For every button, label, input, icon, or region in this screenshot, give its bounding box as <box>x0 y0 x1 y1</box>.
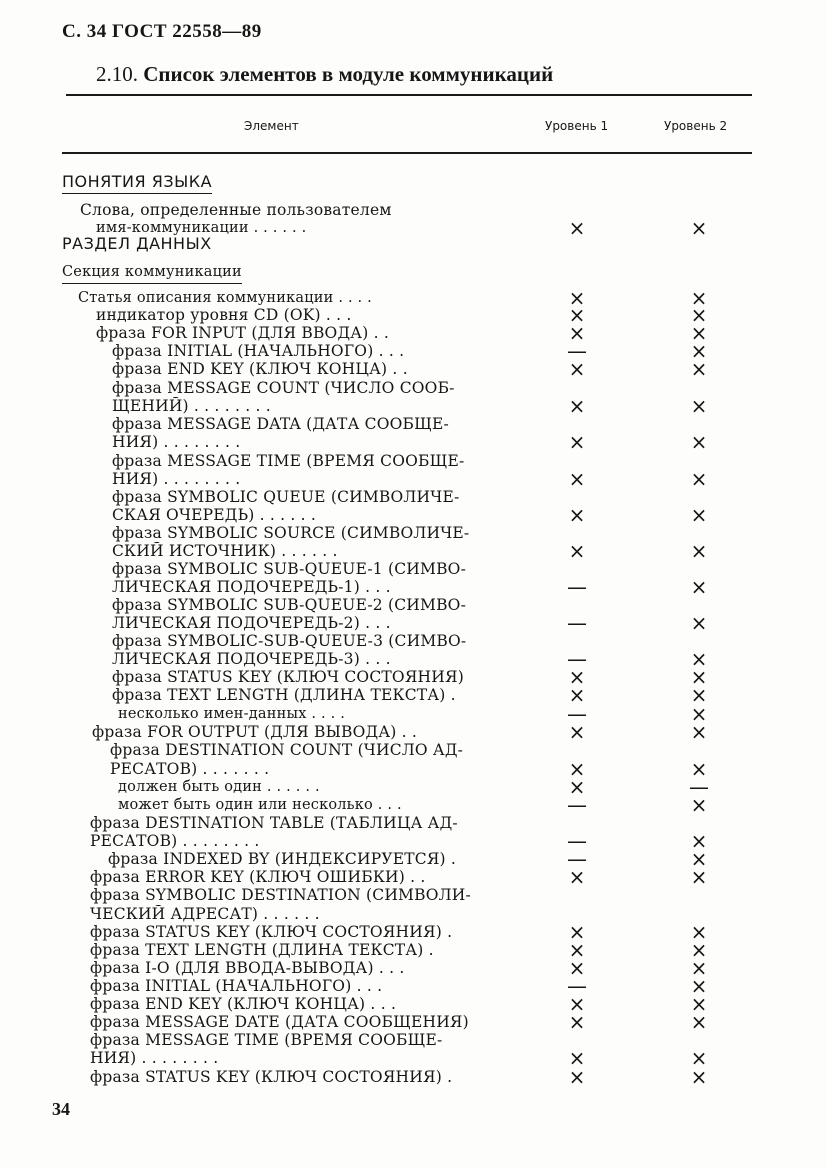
table-row <box>0 263 827 281</box>
level-1-mark: × <box>568 683 586 707</box>
column-header-element: Элемент <box>244 119 299 133</box>
table-row <box>0 467 827 491</box>
row-element-text: фраза STATUS KEY (КЛЮЧ СОСТОЯНИЯ) . <box>90 1068 453 1086</box>
row-element-text: фраза SYMBOLIC SOURCE (СИМВОЛИЧЕ- <box>112 524 470 542</box>
row-element-text: НИЯ) . . . . . . . . <box>112 470 241 488</box>
row-element-text: фраза MESSAGE TIME (ВРЕМЯ СООБЩЕ- <box>112 452 465 470</box>
row-element-text: фраза TEXT LENGTH (ДЛИНА ТЕКСТА) . <box>90 941 434 959</box>
table-row <box>0 430 827 454</box>
level-1-mark: — <box>567 702 587 726</box>
row-element-text: фраза MESSAGE DATA (ДАТА СООБЩЕ- <box>112 415 449 433</box>
level-2-mark: × <box>690 757 708 781</box>
row-element-text: фраза MESSAGE DATE (ДАТА СООБЩЕНИЯ) <box>90 1013 469 1031</box>
level-1-mark: × <box>568 303 586 327</box>
row-element-text: Статья описания коммуникации . . . . <box>78 290 372 306</box>
row-element-text: РЕСАТОВ) . . . . . . . . <box>90 832 260 850</box>
level-2-mark: × <box>690 1046 708 1070</box>
table-row <box>0 539 827 563</box>
level-2-mark: × <box>690 430 708 454</box>
section-number: 2.10. <box>96 62 138 86</box>
level-2-mark: × <box>690 956 708 980</box>
level-1-mark <box>566 263 588 281</box>
row-element-text: НИЯ) . . . . . . . . <box>90 1049 219 1067</box>
table-row <box>0 503 827 527</box>
level-2-mark: × <box>690 683 708 707</box>
row-element-text: фраза TEXT LENGTH (ДЛИНА ТЕКСТА) . <box>112 686 456 704</box>
level-1-mark: — <box>567 611 587 635</box>
level-1-mark: × <box>568 321 586 345</box>
table-row <box>0 394 827 418</box>
level-1-mark: × <box>568 775 586 799</box>
row-element-text: СКАЯ ОЧЕРЕДЬ) . . . . . . <box>112 506 317 524</box>
row-element-text: фраза STATUS KEY (КЛЮЧ СОСТОЯНИЯ) <box>112 668 464 686</box>
level-1-mark: × <box>568 539 586 563</box>
section-heading <box>96 64 553 85</box>
table-row <box>0 173 827 191</box>
level-2-mark <box>688 886 710 904</box>
table-row <box>0 235 827 253</box>
row-element-text: НИЯ) . . . . . . . . <box>112 433 241 451</box>
row-element-text: фраза SYMBOLIC-SUB-QUEUE-3 (СИМВО- <box>112 632 467 650</box>
level-1-mark <box>566 173 588 191</box>
level-2-mark: × <box>690 611 708 635</box>
row-element-text: фраза SYMBOLIC DESTINATION (СИМВОЛИ- <box>90 886 471 904</box>
level-1-mark: × <box>568 503 586 527</box>
level-2-mark <box>688 173 710 191</box>
row-element-text: фраза DESTINATION TABLE (ТАБЛИЦА АД- <box>90 814 458 832</box>
level-2-mark: × <box>690 974 708 998</box>
row-element-text: фраза INITIAL (НАЧАЛЬНОГО) . . . <box>90 977 383 995</box>
level-1-mark: × <box>568 430 586 454</box>
level-1-mark: — <box>567 647 587 671</box>
column-header-level-1: Уровень 1 <box>545 119 609 133</box>
level-2-mark: × <box>690 321 708 345</box>
row-element-text: фраза ERROR KEY (КЛЮЧ ОШИБКИ) . . <box>90 868 426 886</box>
row-element-text: ЛИЧЕСКАЯ ПОДОЧЕРЕДЬ-2) . . . <box>112 614 391 632</box>
level-2-mark: × <box>690 920 708 944</box>
level-1-mark: × <box>568 1065 586 1089</box>
row-element-text: фраза INITIAL (НАЧАЛЬНОГО) . . . <box>112 342 405 360</box>
page-number: 34 <box>52 1099 70 1119</box>
row-element-text: Слова, определенные пользователем <box>80 201 392 219</box>
row-element-text: несколько имен-данных . . . . <box>118 706 346 722</box>
row-element-text: фраза END KEY (КЛЮЧ КОНЦА) . . <box>112 360 408 378</box>
level-1-mark: × <box>568 286 586 310</box>
level-1-mark: × <box>568 357 586 381</box>
level-2-mark <box>688 235 710 253</box>
running-head: С. 34 ГОСТ 22558—89 <box>62 21 262 42</box>
level-2-mark: × <box>690 1010 708 1034</box>
level-2-mark: × <box>690 702 708 726</box>
row-element-text: фраза STATUS KEY (КЛЮЧ СОСТОЯНИЯ) . <box>90 923 453 941</box>
row-element-text: фраза SYMBOLIC SUB-QUEUE-2 (СИМВО- <box>112 596 467 614</box>
row-element-text: фраза FOR INPUT (ДЛЯ ВВОДА) . . <box>96 324 389 342</box>
level-2-mark: × <box>690 1065 708 1089</box>
level-2-mark: × <box>690 665 708 689</box>
row-element-text: фраза MESSAGE TIME (ВРЕМЯ СООБЩЕ- <box>90 1031 443 1049</box>
row-element-text: ЛИЧЕСКАЯ ПОДОЧЕРЕДЬ-3) . . . <box>112 650 391 668</box>
level-2-mark <box>688 263 710 281</box>
level-1-mark: × <box>568 938 586 962</box>
level-2-mark: × <box>690 216 708 240</box>
level-2-mark: × <box>690 394 708 418</box>
section-title: Список элементов в модуле коммуникаций <box>143 62 554 86</box>
table-row <box>0 720 827 744</box>
level-1-mark: × <box>568 920 586 944</box>
level-1-mark <box>566 235 588 253</box>
level-1-mark <box>566 886 588 904</box>
level-2-mark: × <box>690 503 708 527</box>
row-element-text: фраза FOR OUTPUT (ДЛЯ ВЫВОДА) . . <box>92 723 418 741</box>
level-1-mark: × <box>568 720 586 744</box>
row-element-text: РЕСАТОВ) . . . . . . . <box>110 760 270 778</box>
row-element-text: фраза END KEY (КЛЮЧ КОНЦА) . . . <box>90 995 397 1013</box>
level-1-mark: × <box>568 394 586 418</box>
row-element-text: фраза MESSAGE COUNT (ЧИСЛО СООБ- <box>112 379 455 397</box>
row-element-text: ЩЕНИЙ) . . . . . . . . <box>112 397 271 415</box>
row-element-text: СКИЙ ИСТОЧНИК) . . . . . . <box>112 542 338 560</box>
table-header-rule <box>62 152 752 154</box>
row-element-text: имя-коммуникации . . . . . . <box>96 220 307 236</box>
row-element-text: индикатор уровня CD (OK) . . . <box>96 306 352 324</box>
level-1-mark: × <box>568 865 586 889</box>
level-1-mark: — <box>567 847 587 871</box>
level-1-mark: × <box>568 757 586 781</box>
level-2-mark: × <box>690 647 708 671</box>
level-2-mark: × <box>690 467 708 491</box>
level-1-mark: — <box>567 339 587 363</box>
row-element-text: фраза I-O (ДЛЯ ВВОДА-ВЫВОДА) . . . <box>90 959 405 977</box>
table-row <box>0 793 827 817</box>
row-element-text: фраза SYMBOLIC QUEUE (СИМВОЛИЧЕ- <box>112 488 460 506</box>
level-2-mark: × <box>690 793 708 817</box>
level-1-mark: × <box>568 665 586 689</box>
table-row <box>0 1065 827 1089</box>
column-header-level-2: Уровень 2 <box>664 119 728 133</box>
level-1-mark: — <box>567 575 587 599</box>
row-element-text: Секция коммуникации <box>62 263 242 284</box>
level-1-mark: × <box>568 216 586 240</box>
level-2-mark: × <box>690 357 708 381</box>
level-2-mark: × <box>690 539 708 563</box>
level-1-mark: — <box>567 829 587 853</box>
level-1-mark: × <box>568 467 586 491</box>
level-2-mark: × <box>690 286 708 310</box>
row-element-text: РАЗДЕЛ ДАННЫХ <box>62 235 212 253</box>
table-row <box>0 1010 827 1034</box>
table-row <box>0 357 827 381</box>
table-row <box>0 611 827 635</box>
row-element-text: ПОНЯТИЯ ЯЗЫКА <box>62 173 212 194</box>
row-element-text: фраза DESTINATION COUNT (ЧИСЛО АД- <box>110 741 464 759</box>
level-2-mark: × <box>690 938 708 962</box>
level-2-mark: × <box>690 829 708 853</box>
row-element-text: должен быть один . . . . . . <box>118 779 320 795</box>
level-2-mark: × <box>690 575 708 599</box>
row-element-text: ЧЕСКИЙ АДРЕСАТ) . . . . . . <box>90 905 320 923</box>
row-element-text: фраза SYMBOLIC SUB-QUEUE-1 (СИМВО- <box>112 560 467 578</box>
level-2-mark: × <box>690 339 708 363</box>
row-element-text: фраза INDEXED BY (ИНДЕКСИРУЕТСЯ) . <box>108 850 457 868</box>
level-1-mark: × <box>568 1046 586 1070</box>
table-top-rule <box>66 94 752 96</box>
table-row <box>0 865 827 889</box>
level-2-mark: × <box>690 303 708 327</box>
level-1-mark: — <box>567 793 587 817</box>
level-2-mark: × <box>690 720 708 744</box>
row-element-text: ЛИЧЕСКАЯ ПОДОЧЕРЕДЬ-1) . . . <box>112 578 391 596</box>
level-2-mark: × <box>690 992 708 1016</box>
level-2-mark: — <box>689 775 709 799</box>
table-row <box>0 575 827 599</box>
level-2-mark: × <box>690 865 708 889</box>
level-2-mark: × <box>690 847 708 871</box>
table-row <box>0 886 827 904</box>
row-element-text: может быть один или несколько . . . <box>118 797 402 813</box>
level-1-mark: × <box>568 992 586 1016</box>
level-1-mark: × <box>568 1010 586 1034</box>
level-1-mark: × <box>568 956 586 980</box>
level-1-mark: — <box>567 974 587 998</box>
